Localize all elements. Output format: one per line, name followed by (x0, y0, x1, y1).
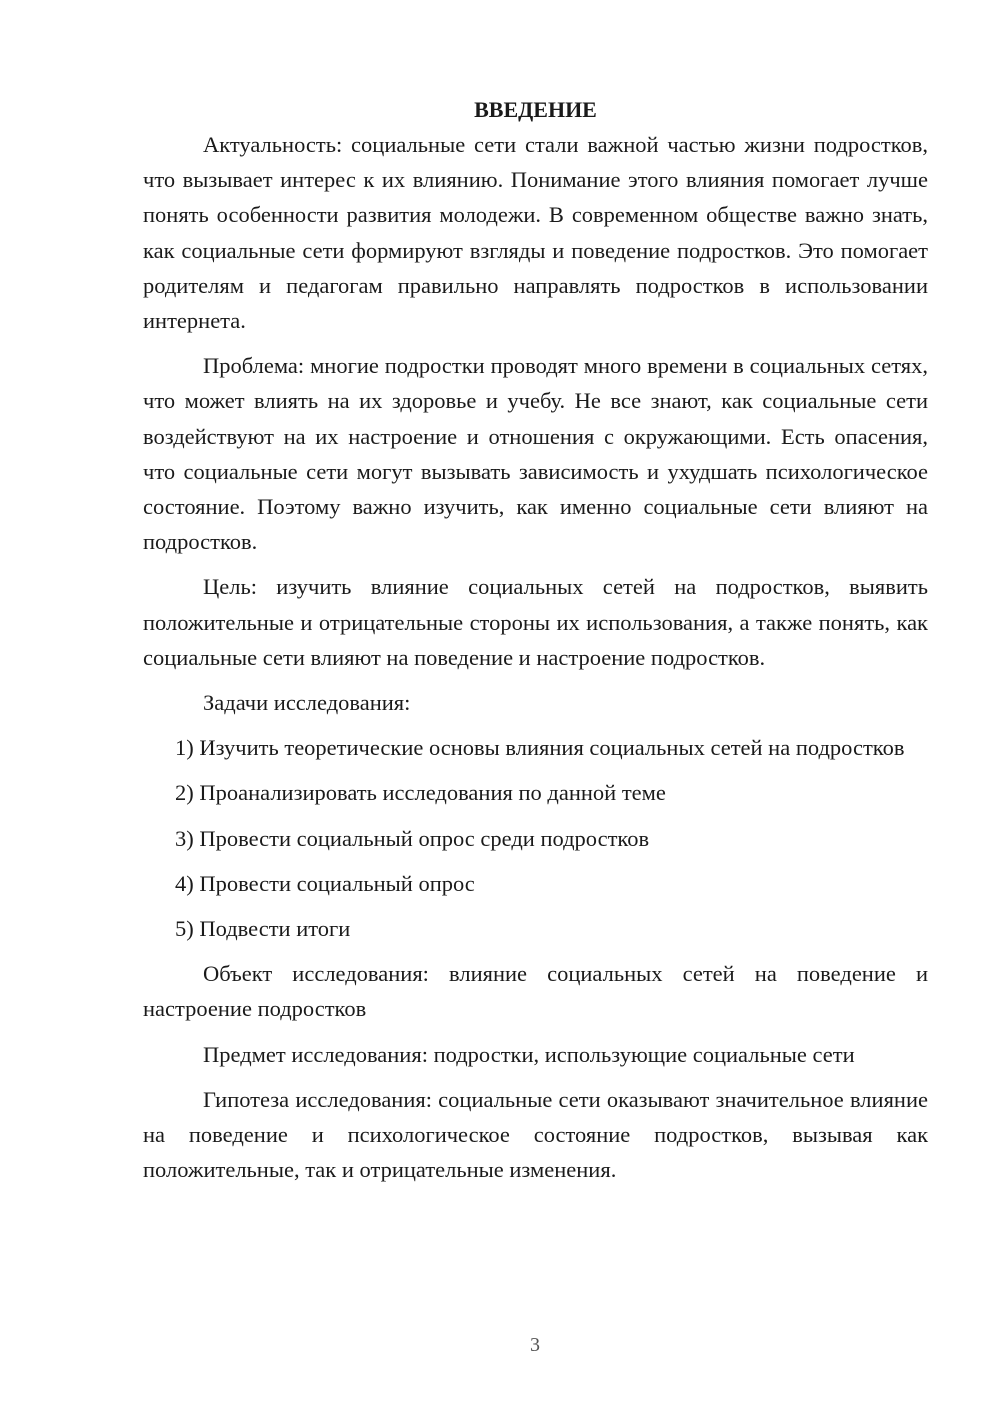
goal-paragraph: Цель: изучить влияние социальных сетей на подростков, выявить положительные и отрицательные стороны их использования, а также понять, как социальные сети влияют на поведение и настроение подростков. (143, 574, 928, 670)
problem-paragraph: Проблема: многие подростки проводят много времени в социальных сетях, что может влиять на их здоровье и учебу. Не все знают, как социальные сети воздействуют на их настроение и отношения с окружающими. Есть опасения, что социальные сети могут вызывать зависимость и ухудшать психологическое состояние. Поэтому важно изучить, как именно социальные сети влияют на подростков. (143, 353, 928, 555)
relevance-paragraph: Актуальность: социальные сети стали важной частью жизни подростков, что вызывает интерес к их влиянию. Понимание этого влияния помогает лучше понять особенности развития молодежи. В современном обществе важно знать, как социальные сети формируют взгляды и поведение подростков. Это помогает родителям и педагогам правильно направлять подростков в использовании интернета. (143, 132, 928, 334)
task-item-4: 4) Провести социальный опрос (175, 870, 475, 896)
page-content (143, 92, 928, 1197)
object-paragraph: Объект исследования: влияние социальных сетей на поведение и настроение подростков (143, 961, 928, 1022)
section-title: ВВЕДЕНИЕ (474, 97, 597, 122)
task-item-5: 5) Подвести итоги (175, 916, 351, 942)
page-number: 3 (530, 1334, 540, 1356)
subject-paragraph: Предмет исследования: подростки, использующие социальные сети (203, 1041, 855, 1067)
hypothesis-paragraph: Гипотеза исследования: социальные сети оказывают значительное влияние на поведение и психологическое состояние подростков, вызывая как положительные, так и отрицательные изменения. (143, 1086, 928, 1183)
task-item-2: 2) Проанализировать исследования по данной теме (175, 780, 666, 806)
tasks-heading: Задачи исследования: (203, 690, 411, 716)
task-item-3: 3) Провести социальный опрос среди подростков (175, 825, 650, 851)
task-item-1: 1) Изучить теоретические основы влияния социальных сетей на подростков (175, 735, 905, 761)
